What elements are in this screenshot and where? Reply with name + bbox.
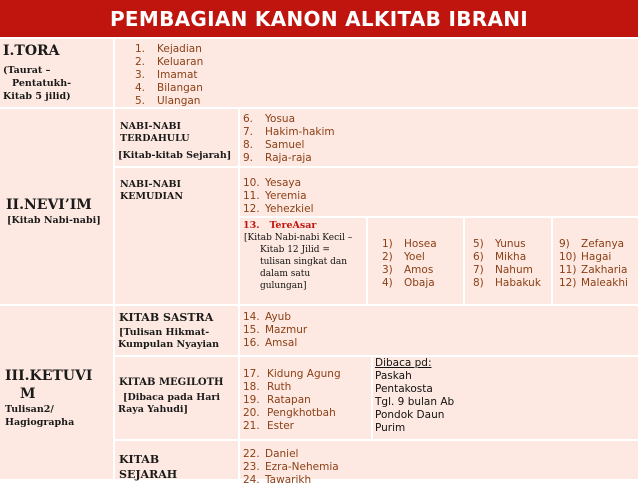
earlier-prophets-sublabel: [Kitab-kitab Sejarah]	[118, 150, 232, 161]
later-prophets-books-cell	[240, 168, 638, 216]
note-line: Pondok Daun	[375, 409, 445, 421]
book-item: 11. Yeremia	[243, 190, 307, 202]
book-item: 5) Yunus	[473, 238, 526, 250]
neviim-header-cell	[0, 109, 113, 304]
tora-subtitle-2: Pentatukh-	[12, 78, 72, 89]
sejarah-list	[243, 448, 339, 487]
megiloth-label: KITAB MEGILOTH	[119, 377, 224, 388]
ketuvim-subtitle-1: Tulisan2/	[5, 404, 54, 415]
book-item: 9. Raja-raja	[243, 152, 312, 164]
megiloth-list	[243, 368, 341, 433]
earlier-prophets-label-2: TERDAHULU	[120, 133, 190, 144]
sastra-books-cell	[240, 306, 638, 355]
tora-books-cell	[115, 39, 638, 107]
ketuvim-subtitle-2: Hagiographa	[5, 417, 75, 428]
book-item: 6) Mikha	[473, 251, 527, 263]
earlier-prophets-label-1: NABI-NABI	[120, 121, 181, 132]
book-item: 18. Ruth	[243, 381, 292, 393]
book-item: 23. Ezra-Nehemia	[243, 461, 339, 473]
sastra-sublabel-1: [Tulisan Hikmat-	[119, 327, 210, 338]
book-item: 21. Ester	[243, 420, 294, 432]
note-line: Pentakosta	[375, 383, 433, 395]
sastra-sublabel-2: Kumpulan Nyayian	[118, 339, 220, 350]
ketuvim-header-cell	[0, 306, 113, 479]
book-item: 8) Habakuk	[473, 277, 541, 289]
minor-prophets-col2-cell	[465, 218, 551, 304]
minor-prophets-col1-cell	[368, 218, 463, 304]
later-prophets-label-1: NABI-NABI	[120, 179, 181, 190]
neviim-subtitle: [Kitab Nabi-nabi]	[7, 215, 101, 226]
sejarah-label-2: SEJARAH	[119, 468, 178, 481]
ketuvim-title-2: M	[20, 386, 36, 402]
book-item: 16. Amsal	[243, 337, 298, 349]
megiloth-label-cell	[115, 357, 238, 439]
sastra-label: KITAB SASTRA	[119, 311, 214, 324]
sejarah-books-cell	[240, 441, 638, 486]
minor-prophets-col3-cell	[553, 218, 638, 304]
page-title: PEMBAGIAN KANON ALKITAB IBRANI	[109, 7, 529, 31]
later-prophets-label-cell	[115, 168, 238, 304]
megiloth-note-heading: Dibaca pd:	[375, 357, 432, 369]
ketuvim-title-1: III.KETUVI	[5, 368, 93, 384]
book-item: 3. Imamat	[135, 69, 198, 81]
book-item: 8. Samuel	[243, 139, 305, 151]
tereasar-heading: 13. TereAsar	[243, 220, 317, 231]
book-item: 1. Kejadian	[135, 43, 202, 55]
minor-desc-2: Kitab 12 Jilid =	[260, 245, 330, 255]
sastra-list	[243, 311, 307, 350]
book-item: 12) Maleakhi	[559, 277, 628, 289]
sejarah-label-1: KITAB	[119, 453, 160, 466]
megiloth-note-cell	[373, 357, 638, 439]
book-item: 17. Kidung Agung	[243, 368, 341, 380]
neviim-title: II.NEVI’IM	[6, 197, 92, 213]
book-item: 20. Pengkhotbah	[243, 407, 336, 419]
note-line: Paskah	[375, 370, 412, 382]
tora-subtitle-1: (Taurat –	[3, 65, 51, 76]
book-item: 4) Obaja	[382, 277, 435, 289]
minor-prophets-col2	[473, 238, 541, 290]
book-item: 11) Zakharia	[559, 264, 628, 276]
tora-book-list	[135, 43, 203, 108]
book-item: 2) Yoel	[382, 251, 425, 263]
minor-prophets-col1	[382, 238, 437, 290]
megiloth-sublabel-1: [Dibaca pada Hari	[123, 392, 221, 403]
book-item: 24. Tawarikh	[243, 474, 312, 486]
minor-prophets-desc-cell	[240, 218, 366, 304]
later-prophets-list	[243, 177, 313, 216]
book-item: 10) Hagai	[559, 251, 612, 263]
book-item: 2. Keluaran	[135, 56, 204, 68]
later-prophets-label-2: KEMUDIAN	[120, 191, 184, 202]
note-line: Purim	[375, 422, 406, 434]
earlier-prophets-books-cell	[240, 109, 638, 166]
megiloth-sublabel-2: Raya Yahudi]	[118, 404, 189, 415]
minor-desc-5: gulungan]	[260, 281, 307, 291]
note-line: Tgl. 9 bulan Ab	[375, 396, 455, 408]
earlier-prophets-label-cell	[115, 109, 238, 166]
book-item: 5. Ulangan	[135, 95, 201, 107]
megiloth-books-cell	[240, 357, 371, 439]
book-item: 22. Daniel	[243, 448, 299, 460]
minor-desc-1: [Kitab Nabi-nabi Kecil –	[244, 233, 353, 243]
minor-desc-4: dalam satu	[260, 269, 311, 279]
book-item: 4. Bilangan	[135, 82, 203, 94]
sejarah-label-cell	[115, 441, 238, 479]
book-item: 19. Ratapan	[243, 394, 311, 406]
minor-prophets-col3	[559, 238, 628, 290]
book-item: 9) Zefanya	[559, 238, 625, 250]
earlier-prophets-list	[243, 113, 335, 165]
book-item: 7) Nahum	[473, 264, 533, 276]
tora-title: I.TORA	[3, 43, 60, 59]
sastra-label-cell	[115, 306, 238, 355]
book-item: 3) Amos	[382, 264, 434, 276]
book-item: 7. Hakim-hakim	[243, 126, 335, 138]
book-item: 10. Yesaya	[243, 177, 302, 189]
minor-desc-3: tulisan singkat dan	[260, 257, 348, 267]
tora-header-cell	[0, 39, 113, 107]
book-item: 12. Yehezkiel	[243, 203, 314, 215]
book-item: 14. Ayub	[243, 311, 292, 323]
book-item: 6. Yosua	[243, 113, 296, 125]
tora-subtitle-3: Kitab 5 jilid)	[3, 91, 71, 102]
book-item: 15. Mazmur	[243, 324, 308, 336]
book-item: 1) Hosea	[382, 238, 437, 250]
